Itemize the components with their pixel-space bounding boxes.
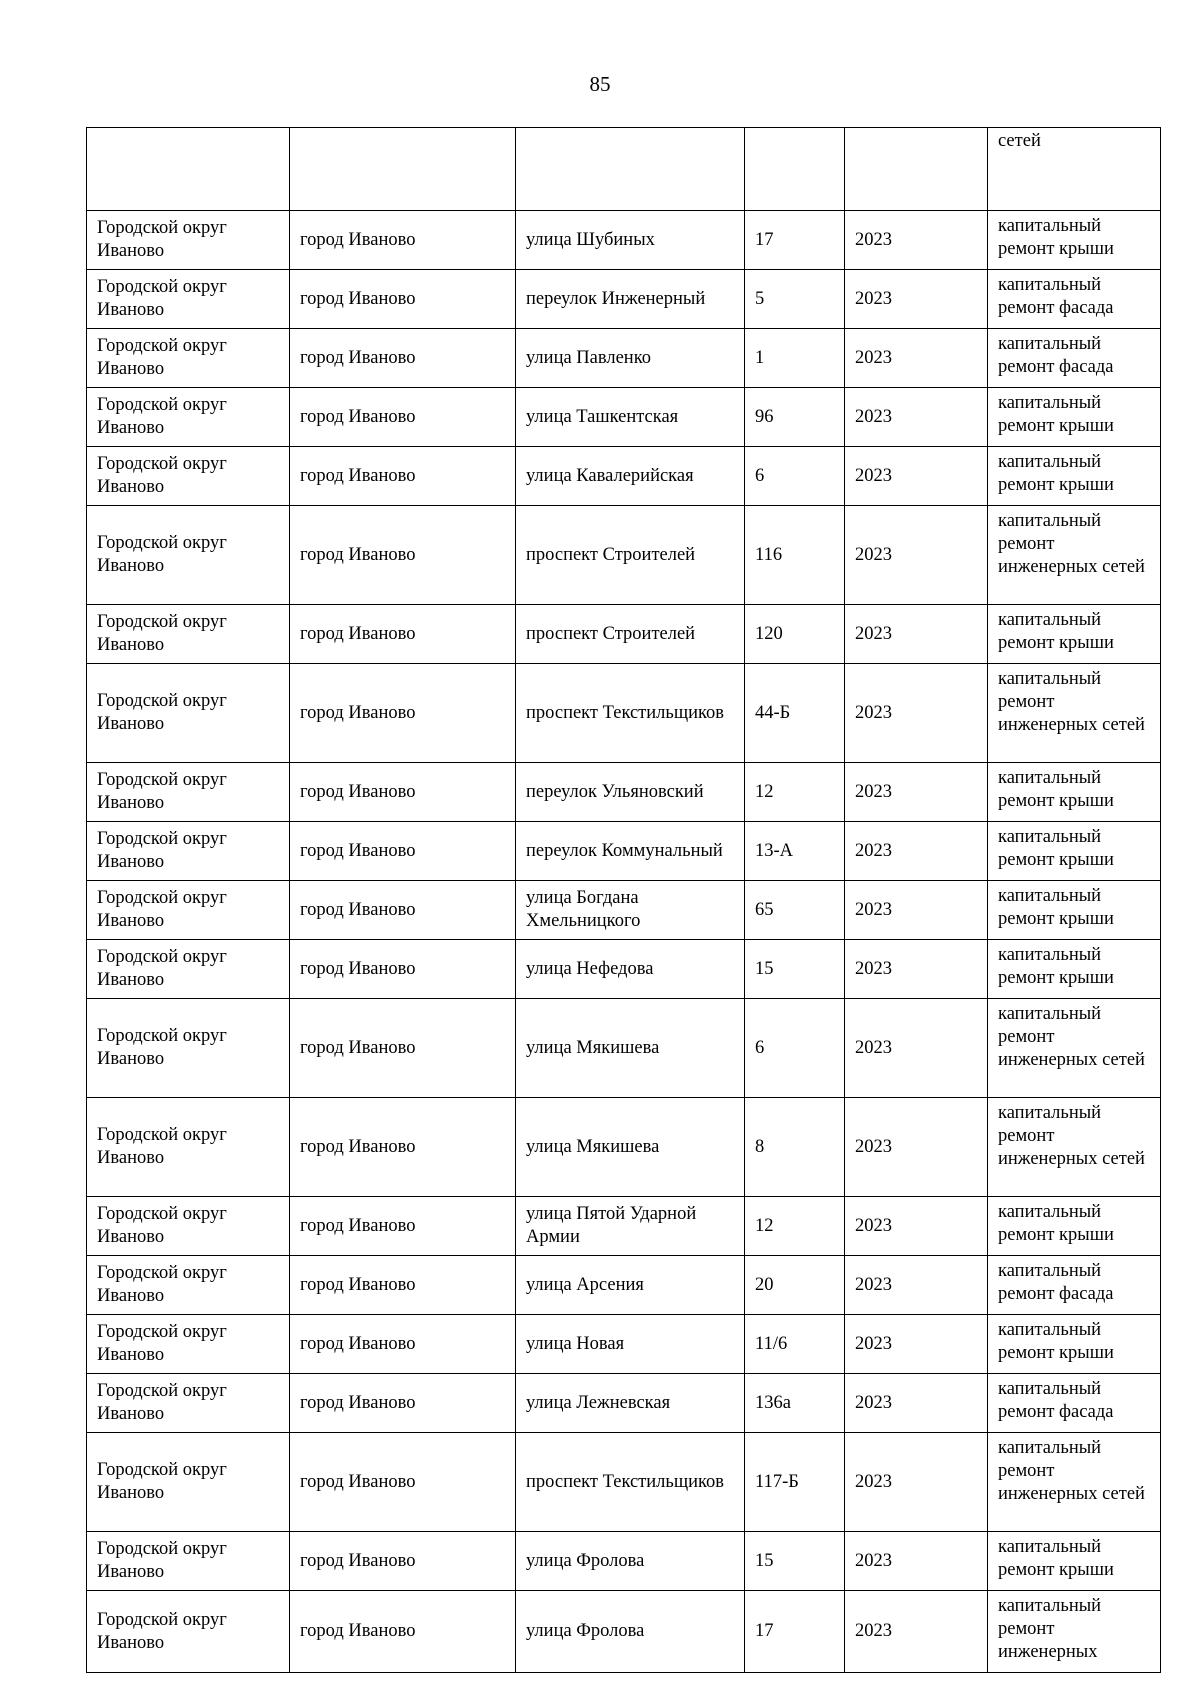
cell-house: 11/6: [745, 1315, 845, 1374]
cell-year: 2023: [845, 664, 988, 763]
cell-house: 17: [745, 211, 845, 270]
cell-year: 2023: [845, 1532, 988, 1591]
cell-street: улица Фролова: [516, 1591, 745, 1673]
cell-house: 8: [745, 1098, 845, 1197]
cell-district: Городской округ Иваново: [87, 1098, 290, 1197]
cell-district: [87, 128, 290, 211]
cell-house: 116: [745, 506, 845, 605]
cell-year: 2023: [845, 1374, 988, 1433]
cell-district: Городской округ Иваново: [87, 763, 290, 822]
cell-street: улица Нефедова: [516, 940, 745, 999]
cell-work: капитальный ремонт фасада: [988, 1374, 1161, 1433]
cell-city: город Иваново: [290, 329, 516, 388]
repair-schedule-table: [86, 127, 1161, 1673]
cell-street: проспект Строителей: [516, 506, 745, 605]
cell-year: 2023: [845, 1256, 988, 1315]
cell-house: 120: [745, 605, 845, 664]
page-number: 85: [589, 72, 611, 96]
cell-city: город Иваново: [290, 999, 516, 1098]
cell-street: улица Кавалерийская: [516, 447, 745, 506]
cell-street: [516, 128, 745, 211]
cell-work: капитальный ремонт крыши: [988, 388, 1161, 447]
cell-street: улица Богдана Хмельницкого: [516, 881, 745, 940]
cell-year: 2023: [845, 763, 988, 822]
cell-work: капитальный ремонт крыши: [988, 211, 1161, 270]
cell-year: 2023: [845, 506, 988, 605]
cell-street: улица Мякишева: [516, 1098, 745, 1197]
table-row: [87, 1591, 1161, 1673]
cell-year: [845, 128, 988, 211]
cell-work: сетей: [988, 128, 1161, 211]
table-row: [87, 388, 1161, 447]
cell-year: 2023: [845, 881, 988, 940]
cell-city: город Иваново: [290, 447, 516, 506]
table-row: [87, 1374, 1161, 1433]
cell-work: капитальный ремонт крыши: [988, 881, 1161, 940]
table-row: [87, 506, 1161, 605]
cell-district: Городской округ Иваново: [87, 1315, 290, 1374]
table-row: [87, 1256, 1161, 1315]
cell-city: город Иваново: [290, 1197, 516, 1256]
cell-district: Городской округ Иваново: [87, 506, 290, 605]
cell-house: 117-Б: [745, 1433, 845, 1532]
cell-house: 96: [745, 388, 845, 447]
table-row: [87, 999, 1161, 1098]
cell-district: Городской округ Иваново: [87, 1591, 290, 1673]
table-body: [87, 128, 1161, 1673]
cell-district: Городской округ Иваново: [87, 881, 290, 940]
table-row: [87, 822, 1161, 881]
cell-year: 2023: [845, 822, 988, 881]
cell-district: Городской округ Иваново: [87, 388, 290, 447]
cell-year: 2023: [845, 270, 988, 329]
cell-year: 2023: [845, 1591, 988, 1673]
table-row: [87, 1197, 1161, 1256]
cell-city: город Иваново: [290, 506, 516, 605]
cell-work: капитальный ремонт крыши: [988, 447, 1161, 506]
cell-street: улица Фролова: [516, 1532, 745, 1591]
cell-year: 2023: [845, 940, 988, 999]
cell-street: улица Мякишева: [516, 999, 745, 1098]
cell-house: 1: [745, 329, 845, 388]
cell-district: Городской округ Иваново: [87, 270, 290, 329]
cell-house: 44-Б: [745, 664, 845, 763]
cell-year: 2023: [845, 388, 988, 447]
cell-house: 136а: [745, 1374, 845, 1433]
cell-work: капитальный ремонт фасада: [988, 270, 1161, 329]
cell-city: город Иваново: [290, 1098, 516, 1197]
cell-street: переулок Инженерный: [516, 270, 745, 329]
cell-district: Городской округ Иваново: [87, 1532, 290, 1591]
cell-city: город Иваново: [290, 1256, 516, 1315]
cell-city: город Иваново: [290, 1315, 516, 1374]
cell-district: Городской округ Иваново: [87, 1197, 290, 1256]
cell-street: улица Новая: [516, 1315, 745, 1374]
cell-house: 15: [745, 940, 845, 999]
cell-district: Городской округ Иваново: [87, 329, 290, 388]
cell-district: Городской округ Иваново: [87, 605, 290, 664]
table-row: [87, 270, 1161, 329]
cell-year: 2023: [845, 447, 988, 506]
cell-work: капитальный ремонт инженерных: [988, 1591, 1161, 1673]
table-row: [87, 1315, 1161, 1374]
cell-street: проспект Текстильщиков: [516, 664, 745, 763]
cell-house: 15: [745, 1532, 845, 1591]
table-row: [87, 605, 1161, 664]
cell-street: улица Ташкентская: [516, 388, 745, 447]
cell-work: капитальный ремонт крыши: [988, 1197, 1161, 1256]
cell-district: Городской округ Иваново: [87, 1374, 290, 1433]
cell-street: проспект Текстильщиков: [516, 1433, 745, 1532]
table-row: [87, 447, 1161, 506]
cell-year: 2023: [845, 1315, 988, 1374]
cell-work: капитальный ремонт инженерных сетей: [988, 1098, 1161, 1197]
cell-work: капитальный ремонт крыши: [988, 822, 1161, 881]
cell-house: 12: [745, 1197, 845, 1256]
cell-city: город Иваново: [290, 1532, 516, 1591]
cell-house: 13-А: [745, 822, 845, 881]
cell-year: 2023: [845, 329, 988, 388]
cell-city: город Иваново: [290, 822, 516, 881]
cell-district: Городской округ Иваново: [87, 1433, 290, 1532]
table-row: [87, 763, 1161, 822]
cell-street: улица Шубиных: [516, 211, 745, 270]
cell-work: капитальный ремонт крыши: [988, 763, 1161, 822]
cell-street: переулок Ульяновский: [516, 763, 745, 822]
cell-house: 65: [745, 881, 845, 940]
cell-city: город Иваново: [290, 388, 516, 447]
table-row-continuation: [87, 128, 1161, 211]
cell-district: Городской округ Иваново: [87, 999, 290, 1098]
cell-work: капитальный ремонт крыши: [988, 940, 1161, 999]
cell-work: капитальный ремонт инженерных сетей: [988, 1433, 1161, 1532]
cell-house: 17: [745, 1591, 845, 1673]
cell-year: 2023: [845, 211, 988, 270]
cell-city: [290, 128, 516, 211]
cell-year: 2023: [845, 605, 988, 664]
cell-year: 2023: [845, 999, 988, 1098]
cell-street: улица Павленко: [516, 329, 745, 388]
cell-work: капитальный ремонт фасада: [988, 1256, 1161, 1315]
cell-city: город Иваново: [290, 211, 516, 270]
table-row: [87, 940, 1161, 999]
table-row: [87, 664, 1161, 763]
cell-city: город Иваново: [290, 881, 516, 940]
cell-work: капитальный ремонт крыши: [988, 1532, 1161, 1591]
cell-street: улица Пятой Ударной Армии: [516, 1197, 745, 1256]
cell-city: город Иваново: [290, 940, 516, 999]
cell-work: капитальный ремонт инженерных сетей: [988, 999, 1161, 1098]
cell-year: 2023: [845, 1098, 988, 1197]
cell-district: Городской округ Иваново: [87, 1256, 290, 1315]
cell-year: 2023: [845, 1197, 988, 1256]
cell-street: улица Лежневская: [516, 1374, 745, 1433]
cell-work: капитальный ремонт инженерных сетей: [988, 664, 1161, 763]
cell-city: город Иваново: [290, 270, 516, 329]
cell-house: 6: [745, 447, 845, 506]
cell-city: город Иваново: [290, 605, 516, 664]
cell-house: [745, 128, 845, 211]
cell-house: 5: [745, 270, 845, 329]
cell-street: проспект Строителей: [516, 605, 745, 664]
table-row: [87, 329, 1161, 388]
cell-work: капитальный ремонт крыши: [988, 1315, 1161, 1374]
cell-year: 2023: [845, 1433, 988, 1532]
cell-house: 6: [745, 999, 845, 1098]
cell-street: переулок Коммунальный: [516, 822, 745, 881]
cell-house: 20: [745, 1256, 845, 1315]
cell-city: город Иваново: [290, 763, 516, 822]
cell-city: город Иваново: [290, 664, 516, 763]
table-row: [87, 1532, 1161, 1591]
cell-city: город Иваново: [290, 1374, 516, 1433]
cell-district: Городской округ Иваново: [87, 822, 290, 881]
cell-city: город Иваново: [290, 1591, 516, 1673]
cell-work: капитальный ремонт инженерных сетей: [988, 506, 1161, 605]
cell-district: Городской округ Иваново: [87, 940, 290, 999]
table-row: [87, 881, 1161, 940]
table-row: [87, 211, 1161, 270]
table-row: [87, 1098, 1161, 1197]
cell-work: капитальный ремонт фасада: [988, 329, 1161, 388]
cell-work: капитальный ремонт крыши: [988, 605, 1161, 664]
cell-city: город Иваново: [290, 1433, 516, 1532]
cell-district: Городской округ Иваново: [87, 211, 290, 270]
table-row: [87, 1433, 1161, 1532]
cell-district: Городской округ Иваново: [87, 447, 290, 506]
cell-street: улица Арсения: [516, 1256, 745, 1315]
cell-district: Городской округ Иваново: [87, 664, 290, 763]
cell-house: 12: [745, 763, 845, 822]
